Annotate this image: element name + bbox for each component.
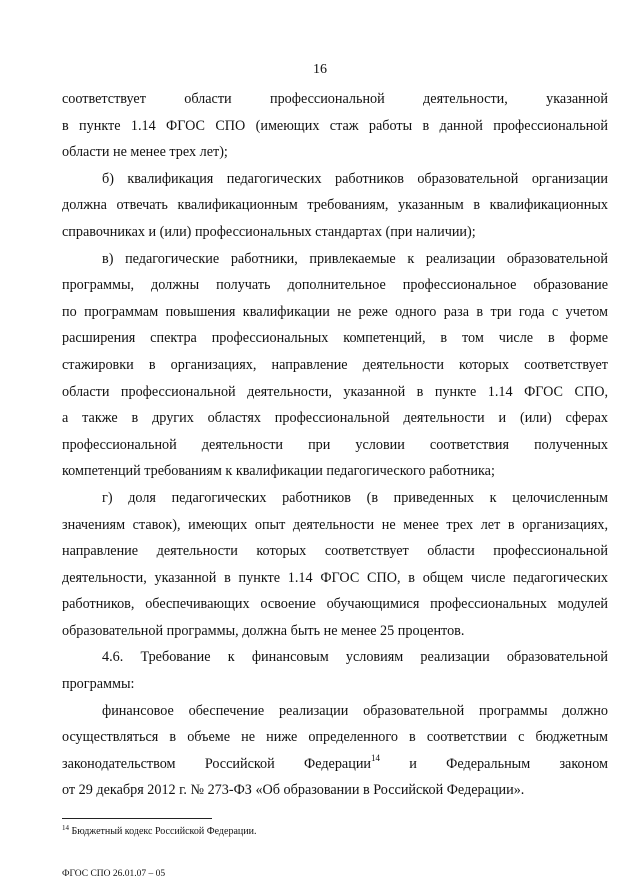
text-line: расширения спектра профессиональных компетенций, в том числе в форме [62, 330, 608, 347]
text-line-part: и Федеральным законом [409, 755, 609, 772]
footnote-reference[interactable]: 14 [371, 752, 381, 763]
text-line: работников, обеспечивающих освоение обучающимися профессиональных модулей [62, 596, 608, 613]
text-line: справочниках и (или) профессиональных стандартах (при наличии); [62, 223, 476, 240]
footnote-divider [62, 818, 212, 819]
document-body [62, 86, 608, 804]
text-line: значениям ставок), имеющих опыт деятельности не менее трех лет в организациях, [62, 516, 608, 533]
text-line: области не менее трех лет); [62, 144, 228, 161]
footnote [62, 826, 256, 837]
text-line: стажировки в организациях, направление деятельности которых соответствует [62, 356, 608, 373]
text-line: в пункте 1.14 ФГОС СПО (имеющих стаж работы в данной профессиональной [62, 117, 608, 134]
text-line: б) квалификация педагогических работников образовательной организации [102, 170, 608, 187]
footnote-text: Бюджетный кодекс Российской Федерации. [71, 826, 257, 837]
text-line: осуществляться в объеме не ниже определенного в соответствии с бюджетным [62, 729, 608, 746]
text-line-part: законодательством Российской Федерации [62, 755, 372, 772]
text-line: в) педагогические работники, привлекаемые к реализации образовательной [102, 250, 608, 267]
text-line: профессиональной деятельности при условии соответствия полученных [62, 436, 608, 453]
text-line: образовательной программы, должна быть не менее 25 процентов. [62, 622, 465, 639]
text-line: программы, должны получать дополнительное профессиональное образование [62, 277, 608, 294]
text-line: г) доля педагогических работников (в приведенных к целочисленным [102, 489, 608, 506]
document-code: ФГОС СПО 26.01.07 – 05 [62, 869, 166, 879]
text-line: направление деятельности которых соответствует области профессиональной [62, 543, 608, 560]
text-line: по программам повышения квалификации не реже одного раза в три года с учетом [62, 303, 608, 320]
text-line: а также в других областях профессиональной деятельности и (или) сферах [62, 410, 608, 427]
footnote-marker: 14 [62, 824, 69, 832]
text-line: области профессиональной деятельности, указанной в пункте 1.14 ФГОС СПО, [62, 383, 608, 400]
text-line: соответствует области профессиональной деятельности, указанной [62, 91, 608, 107]
section-heading: 4.6. Требование к финансовым условиям реализации образовательной [102, 649, 608, 666]
text-line: деятельности, указанной в пункте 1.14 ФГОС СПО, в общем числе педагогических [62, 569, 608, 586]
page-number: 16 [313, 62, 327, 77]
text-line: от 29 декабря 2012 г. № 273-ФЗ «Об образовании в Российской Федерации». [62, 782, 525, 799]
section-heading: программы: [62, 676, 135, 693]
text-line [62, 751, 608, 778]
text-line: компетенций требованиям к квалификации педагогического работника; [62, 463, 495, 480]
text-line: должна отвечать квалификационным требованиям, указанным в квалификационных [62, 197, 608, 214]
text-line: финансовое обеспечение реализации образовательной программы должно [102, 702, 608, 719]
